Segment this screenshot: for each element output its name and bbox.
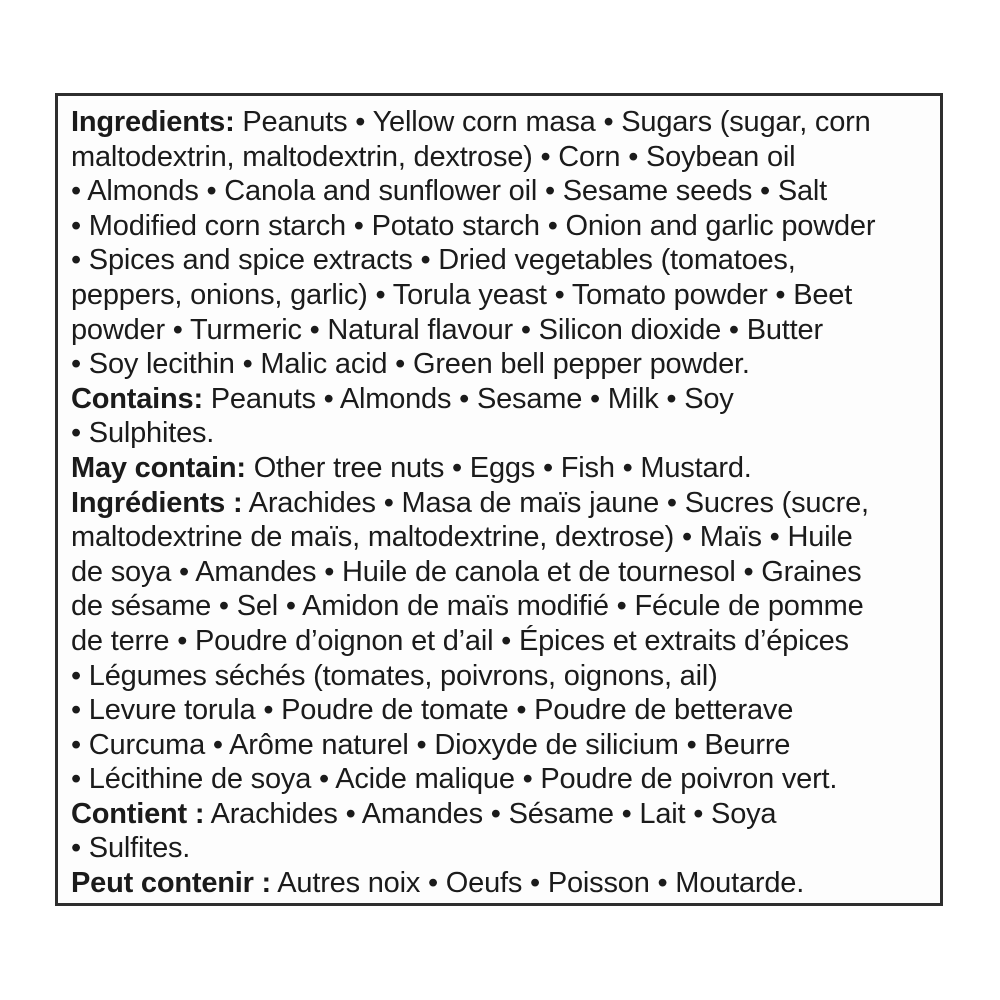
label-line — [71, 693, 936, 728]
ingredient-text: • Levure torula • Poudre de tomate • Poudre de betterave — [71, 694, 794, 727]
ingredient-text: de sésame • Sel • Amidon de maïs modifié • Fécule de pomme — [71, 590, 864, 623]
ingredient-text: Other tree nuts • Eggs • Fish • Mustard. — [245, 451, 752, 484]
label-line — [71, 797, 936, 832]
ingredient-text: Arachides • Masa de maïs jaune • Sucres (sucre, — [242, 486, 869, 519]
section-header: Contains: — [71, 382, 203, 415]
ingredient-text: • Almonds • Canola and sunflower oil • Sesame seeds • Salt — [71, 175, 828, 208]
label-line — [71, 451, 936, 486]
ingredient-text: • Sulphites. — [71, 417, 215, 450]
ingredients-label-box — [55, 93, 943, 906]
ingredient-text: Peanuts • Yellow corn masa • Sugars (sugar, corn — [234, 106, 871, 138]
label-line — [71, 105, 936, 140]
section-header: Ingredients: — [71, 106, 235, 138]
label-line — [71, 416, 936, 451]
ingredient-text: maltodextrin, maltodextrin, dextrose) • Corn • Soybean oil — [71, 140, 796, 173]
label-line — [71, 762, 936, 797]
label-line — [71, 624, 936, 659]
label-line — [71, 174, 936, 209]
ingredient-text: • Curcuma • Arôme naturel • Dioxyde de silicium • Beurre — [71, 728, 791, 761]
section-header: May contain: — [71, 451, 246, 484]
label-line — [71, 659, 936, 694]
label-line — [71, 278, 936, 313]
ingredient-text: de terre • Poudre d’oignon et d’ail • Épices et extraits d’épices — [71, 624, 849, 657]
ingredient-text: • Modified corn starch • Potato starch • Onion and garlic powder — [71, 209, 876, 242]
ingredient-text: peppers, onions, garlic) • Torula yeast • Tomato powder • Beet — [71, 278, 853, 311]
label-line — [71, 209, 936, 244]
ingredient-text: • Sulfites. — [71, 832, 191, 865]
ingredient-text: maltodextrine de maïs, maltodextrine, dextrose) • Maïs • Huile — [71, 521, 853, 554]
section-header: Contient : — [71, 797, 205, 830]
label-line — [71, 382, 936, 417]
ingredient-text: • Spices and spice extracts • Dried vegetables (tomatoes, — [71, 244, 796, 277]
ingredient-text: Autres noix • Oeufs • Poisson • Moutarde. — [271, 867, 805, 900]
section-header: Peut contenir : — [71, 867, 272, 900]
label-line — [71, 347, 936, 382]
label-line — [71, 589, 936, 624]
ingredient-text: Arachides • Amandes • Sésame • Lait • Soya — [204, 797, 777, 830]
ingredient-text: powder • Turmeric • Natural flavour • Silicon dioxide • Butter — [71, 313, 823, 346]
label-lines — [71, 105, 936, 901]
label-line — [71, 831, 936, 866]
label-line — [71, 520, 936, 555]
label-line — [71, 555, 936, 590]
ingredient-text: Peanuts • Almonds • Sesame • Milk • Soy — [202, 382, 734, 415]
label-line — [71, 243, 936, 278]
label-line — [71, 866, 936, 901]
ingredient-text: • Lécithine de soya • Acide malique • Poudre de poivron vert. — [71, 763, 838, 796]
label-line — [71, 140, 936, 175]
label-line — [71, 728, 936, 763]
label-line — [71, 486, 936, 521]
ingredient-text: • Légumes séchés (tomates, poivrons, oignons, ail) — [71, 659, 718, 692]
ingredient-text: de soya • Amandes • Huile de canola et de tournesol • Graines — [71, 555, 862, 588]
label-line — [71, 313, 936, 348]
section-header: Ingrédients : — [71, 486, 243, 519]
ingredient-text: • Soy lecithin • Malic acid • Green bell pepper powder. — [71, 348, 750, 381]
